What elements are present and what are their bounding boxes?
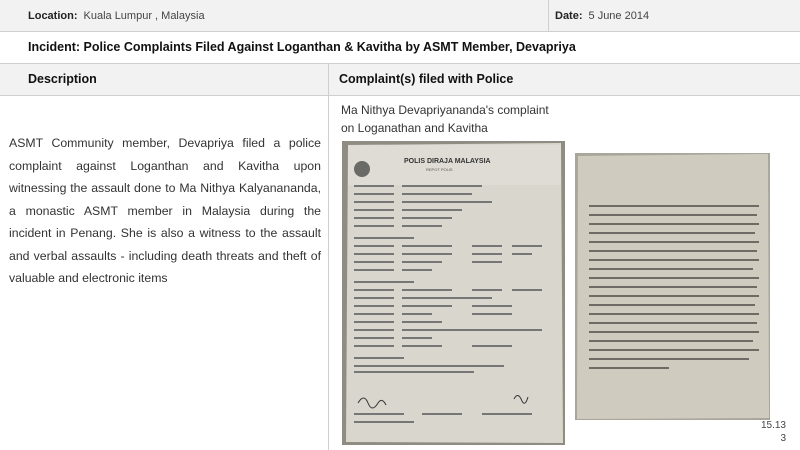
date-cell [549,0,800,32]
caption-line-1: Ma Nithya Devapriyananda's complaint [341,103,549,117]
complaints-header: Complaint(s) filed with Police [339,72,514,86]
description-cell [0,96,329,450]
location-value: Kuala Lumpur , Malaysia [83,10,205,22]
location-label: Location: [28,10,78,22]
description-text: ASMT Community member, Devapriya filed a police complaint against Loganthan and Kavitha upon witnessing the assault done to Ma Nithya Kalyanananda, a monastic ASMT member in Malaysia during the incident in Penang. She is also a witness to the assault and verbal assaults - including death threats and theft of valuable and electronic items [9,136,321,285]
form-subheading: REPOT POLIS [426,167,453,172]
date-label: Date: [555,10,583,22]
location-cell [0,0,549,32]
header-bar [0,0,800,32]
page-number-line-2: 3 [780,433,786,444]
incident-title: Incident: Police Complaints Filed Against Loganthan & Kavitha by ASMT Member, Devapriya [0,32,800,64]
form-heading: POLIS DIRAJA MALAYSIA [404,158,491,165]
caption-line-2: on Loganathan and Kavitha [341,121,488,135]
complaint-caption [341,101,581,137]
date-value: 5 June 2014 [588,10,650,22]
description-header: Description [0,64,329,96]
column-header-row [0,64,800,96]
page-number [761,419,786,445]
police-crest-icon [354,161,370,177]
page-number-line-1: 15.13 [760,420,786,431]
police-report-photo [342,141,565,445]
statement-photo [575,153,770,420]
